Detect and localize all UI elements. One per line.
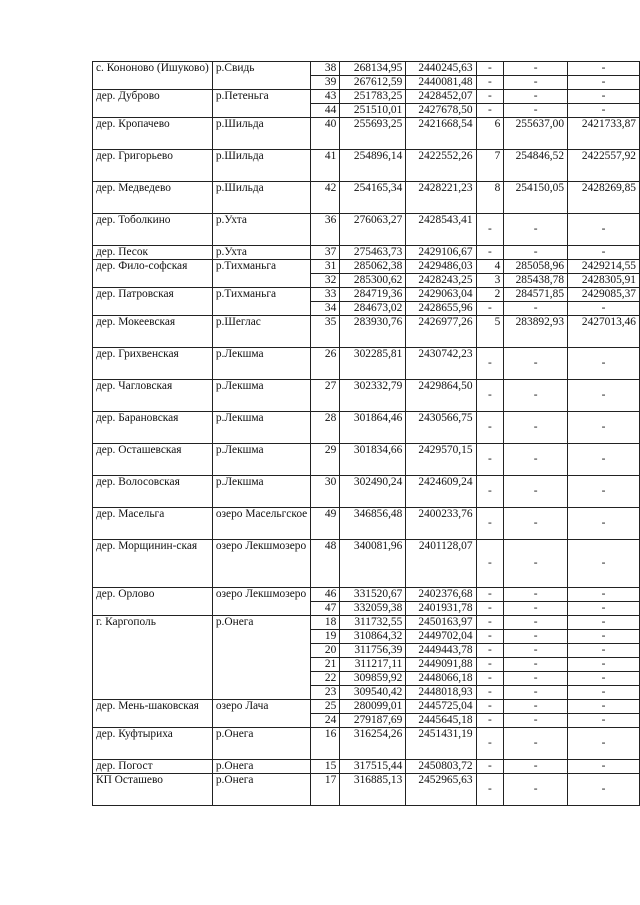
alt-coord-y-cell: - bbox=[568, 444, 640, 476]
coord-x-cell: 317515,44 bbox=[340, 760, 406, 774]
water-body-cell: озеро Масельгское bbox=[212, 508, 310, 540]
alt-coord-y-cell: - bbox=[568, 104, 640, 118]
alt-point-number-cell: - bbox=[476, 62, 504, 76]
point-number-cell: 32 bbox=[311, 274, 340, 288]
point-number-cell: 47 bbox=[311, 602, 340, 616]
settlement-name-cell: дер. Куфтыриха bbox=[93, 728, 213, 760]
alt-coord-x-cell: - bbox=[504, 380, 568, 412]
settlement-name-cell: дер. Медведево bbox=[93, 182, 213, 214]
coord-x-cell: 340081,96 bbox=[340, 540, 406, 588]
alt-coord-x-cell: - bbox=[504, 714, 568, 728]
table-row bbox=[93, 508, 640, 540]
alt-point-number-cell: - bbox=[476, 672, 504, 686]
point-number-cell: 41 bbox=[311, 150, 340, 182]
table-row bbox=[93, 444, 640, 476]
water-body-cell: р.Лекшма bbox=[212, 412, 310, 444]
alt-point-number-cell: - bbox=[476, 444, 504, 476]
alt-point-number-cell: - bbox=[476, 658, 504, 672]
point-number-cell: 17 bbox=[311, 774, 340, 806]
table-row bbox=[93, 246, 640, 260]
water-body-cell: р.Лекшма bbox=[212, 476, 310, 508]
coord-y-cell: 2429486,03 bbox=[406, 260, 476, 274]
point-number-cell: 22 bbox=[311, 672, 340, 686]
alt-coord-y-cell: - bbox=[568, 540, 640, 588]
alt-point-number-cell: - bbox=[476, 214, 504, 246]
alt-coord-x-cell: - bbox=[504, 602, 568, 616]
alt-coord-x-cell: - bbox=[504, 728, 568, 760]
alt-coord-x-cell: 285438,78 bbox=[504, 274, 568, 288]
alt-coord-x-cell: - bbox=[504, 700, 568, 714]
coord-y-cell: 2440081,48 bbox=[406, 76, 476, 90]
coord-y-cell: 2402376,68 bbox=[406, 588, 476, 602]
table-row bbox=[93, 182, 640, 214]
alt-coord-x-cell: - bbox=[504, 90, 568, 104]
point-number-cell: 33 bbox=[311, 288, 340, 302]
alt-point-number-cell: - bbox=[476, 728, 504, 760]
point-number-cell: 48 bbox=[311, 540, 340, 588]
water-body-cell: р.Шеглас bbox=[212, 316, 310, 348]
alt-coord-y-cell: - bbox=[568, 476, 640, 508]
alt-coord-y-cell: 2427013,46 bbox=[568, 316, 640, 348]
coord-x-cell: 316254,26 bbox=[340, 728, 406, 760]
settlement-name-cell: дер. Патровская bbox=[93, 288, 213, 316]
point-number-cell: 37 bbox=[311, 246, 340, 260]
point-number-cell: 40 bbox=[311, 118, 340, 150]
settlement-name-cell: дер. Мокеевская bbox=[93, 316, 213, 348]
point-number-cell: 26 bbox=[311, 348, 340, 380]
alt-point-number-cell: 3 bbox=[476, 274, 504, 288]
alt-point-number-cell: - bbox=[476, 774, 504, 806]
coord-x-cell: 301834,66 bbox=[340, 444, 406, 476]
alt-point-number-cell: - bbox=[476, 540, 504, 588]
coord-x-cell: 310864,32 bbox=[340, 630, 406, 644]
point-number-cell: 38 bbox=[311, 62, 340, 76]
point-number-cell: 21 bbox=[311, 658, 340, 672]
coord-y-cell: 2449443,78 bbox=[406, 644, 476, 658]
alt-coord-y-cell: - bbox=[568, 672, 640, 686]
coord-x-cell: 283930,76 bbox=[340, 316, 406, 348]
alt-coord-y-cell: - bbox=[568, 644, 640, 658]
alt-coord-x-cell: 285058,96 bbox=[504, 260, 568, 274]
alt-coord-x-cell: - bbox=[504, 774, 568, 806]
table-row bbox=[93, 288, 640, 302]
table-row bbox=[93, 348, 640, 380]
coord-y-cell: 2421668,54 bbox=[406, 118, 476, 150]
point-number-cell: 15 bbox=[311, 760, 340, 774]
point-number-cell: 42 bbox=[311, 182, 340, 214]
water-body-cell: озеро Лача bbox=[212, 700, 310, 728]
coord-y-cell: 2440245,63 bbox=[406, 62, 476, 76]
point-number-cell: 30 bbox=[311, 476, 340, 508]
point-number-cell: 43 bbox=[311, 90, 340, 104]
water-body-cell: р.Лекшма bbox=[212, 380, 310, 412]
alt-point-number-cell: - bbox=[476, 686, 504, 700]
alt-point-number-cell: 2 bbox=[476, 288, 504, 302]
coord-x-cell: 251783,25 bbox=[340, 90, 406, 104]
coord-x-cell: 279187,69 bbox=[340, 714, 406, 728]
table-row bbox=[93, 476, 640, 508]
alt-coord-x-cell: - bbox=[504, 760, 568, 774]
alt-coord-x-cell: 284571,85 bbox=[504, 288, 568, 302]
settlement-name-cell: КП Осташево bbox=[93, 774, 213, 806]
alt-coord-y-cell: - bbox=[568, 508, 640, 540]
water-body-cell: р.Ухта bbox=[212, 246, 310, 260]
alt-point-number-cell: - bbox=[476, 588, 504, 602]
coord-x-cell: 309540,42 bbox=[340, 686, 406, 700]
alt-point-number-cell: - bbox=[476, 630, 504, 644]
point-number-cell: 35 bbox=[311, 316, 340, 348]
coord-y-cell: 2428243,25 bbox=[406, 274, 476, 288]
settlement-name-cell: дер. Осташевская bbox=[93, 444, 213, 476]
settlement-name-cell: дер. Морщинин-ская bbox=[93, 540, 213, 588]
coord-x-cell: 267612,59 bbox=[340, 76, 406, 90]
point-number-cell: 20 bbox=[311, 644, 340, 658]
coord-x-cell: 254165,34 bbox=[340, 182, 406, 214]
alt-coord-y-cell: - bbox=[568, 630, 640, 644]
alt-coord-y-cell: - bbox=[568, 774, 640, 806]
alt-coord-x-cell: - bbox=[504, 686, 568, 700]
table-row bbox=[93, 118, 640, 150]
alt-coord-y-cell: - bbox=[568, 302, 640, 316]
alt-point-number-cell: - bbox=[476, 246, 504, 260]
alt-coord-y-cell: - bbox=[568, 588, 640, 602]
alt-point-number-cell: 5 bbox=[476, 316, 504, 348]
coord-y-cell: 2428655,96 bbox=[406, 302, 476, 316]
alt-point-number-cell: - bbox=[476, 476, 504, 508]
alt-coord-x-cell: - bbox=[504, 444, 568, 476]
coord-x-cell: 268134,95 bbox=[340, 62, 406, 76]
coord-x-cell: 332059,38 bbox=[340, 602, 406, 616]
alt-point-number-cell: - bbox=[476, 302, 504, 316]
coord-y-cell: 2445645,18 bbox=[406, 714, 476, 728]
coord-y-cell: 2428452,07 bbox=[406, 90, 476, 104]
point-number-cell: 31 bbox=[311, 260, 340, 274]
alt-coord-y-cell: 2428269,85 bbox=[568, 182, 640, 214]
point-number-cell: 27 bbox=[311, 380, 340, 412]
coord-x-cell: 311732,55 bbox=[340, 616, 406, 630]
coord-y-cell: 2430566,75 bbox=[406, 412, 476, 444]
alt-coord-x-cell: - bbox=[504, 588, 568, 602]
water-body-cell: озеро Лекшмозеро bbox=[212, 540, 310, 588]
coord-x-cell: 302332,79 bbox=[340, 380, 406, 412]
table-row bbox=[93, 412, 640, 444]
alt-coord-x-cell: - bbox=[504, 214, 568, 246]
alt-point-number-cell: 6 bbox=[476, 118, 504, 150]
settlement-name-cell: дер. Песок bbox=[93, 246, 213, 260]
alt-coord-y-cell: - bbox=[568, 616, 640, 630]
coord-x-cell: 316885,13 bbox=[340, 774, 406, 806]
settlement-name-cell: дер. Кропачево bbox=[93, 118, 213, 150]
point-number-cell: 19 bbox=[311, 630, 340, 644]
alt-coord-x-cell: - bbox=[504, 62, 568, 76]
alt-coord-x-cell: - bbox=[504, 412, 568, 444]
settlement-name-cell: дер. Барановская bbox=[93, 412, 213, 444]
settlement-name-cell: дер. Дуброво bbox=[93, 90, 213, 118]
coord-y-cell: 2429106,67 bbox=[406, 246, 476, 260]
water-body-cell: р.Лекшма bbox=[212, 348, 310, 380]
settlement-name-cell: с. Кононово (Ишуково) bbox=[93, 62, 213, 90]
coord-y-cell: 2448066,18 bbox=[406, 672, 476, 686]
coord-x-cell: 346856,48 bbox=[340, 508, 406, 540]
coord-y-cell: 2450163,97 bbox=[406, 616, 476, 630]
coord-x-cell: 284719,36 bbox=[340, 288, 406, 302]
table-body bbox=[93, 62, 640, 806]
coord-y-cell: 2424609,24 bbox=[406, 476, 476, 508]
alt-point-number-cell: - bbox=[476, 714, 504, 728]
coord-y-cell: 2426977,26 bbox=[406, 316, 476, 348]
coord-y-cell: 2448018,93 bbox=[406, 686, 476, 700]
table-row bbox=[93, 616, 640, 630]
point-number-cell: 23 bbox=[311, 686, 340, 700]
alt-point-number-cell: - bbox=[476, 348, 504, 380]
point-number-cell: 34 bbox=[311, 302, 340, 316]
settlement-name-cell: дер. Грихвенская bbox=[93, 348, 213, 380]
settlement-name-cell: дер. Фило-софская bbox=[93, 260, 213, 288]
table-row bbox=[93, 316, 640, 348]
point-number-cell: 16 bbox=[311, 728, 340, 760]
alt-coord-y-cell: - bbox=[568, 214, 640, 246]
settlement-name-cell: дер. Григорьево bbox=[93, 150, 213, 182]
water-body-cell: р.Онега bbox=[212, 774, 310, 806]
alt-coord-x-cell: - bbox=[504, 476, 568, 508]
point-number-cell: 28 bbox=[311, 412, 340, 444]
alt-coord-y-cell: 2429214,55 bbox=[568, 260, 640, 274]
alt-coord-x-cell: - bbox=[504, 104, 568, 118]
alt-point-number-cell: - bbox=[476, 90, 504, 104]
alt-coord-y-cell: - bbox=[568, 348, 640, 380]
table-row bbox=[93, 700, 640, 714]
alt-point-number-cell: - bbox=[476, 412, 504, 444]
coord-x-cell: 331520,67 bbox=[340, 588, 406, 602]
water-body-cell: р.Тихманьга bbox=[212, 260, 310, 288]
coord-x-cell: 302490,24 bbox=[340, 476, 406, 508]
settlement-name-cell: г. Каргополь bbox=[93, 616, 213, 700]
water-body-cell: озеро Лекшмозеро bbox=[212, 588, 310, 616]
alt-coord-x-cell: - bbox=[504, 540, 568, 588]
alt-coord-x-cell: - bbox=[504, 302, 568, 316]
settlement-name-cell: дер. Тоболкино bbox=[93, 214, 213, 246]
alt-coord-y-cell: 2429085,37 bbox=[568, 288, 640, 302]
coord-x-cell: 301864,46 bbox=[340, 412, 406, 444]
alt-point-number-cell: 4 bbox=[476, 260, 504, 274]
coord-x-cell: 255693,25 bbox=[340, 118, 406, 150]
alt-coord-y-cell: - bbox=[568, 714, 640, 728]
table-row bbox=[93, 728, 640, 760]
coord-x-cell: 285062,38 bbox=[340, 260, 406, 274]
settlement-name-cell: дер. Погост bbox=[93, 760, 213, 774]
point-number-cell: 39 bbox=[311, 76, 340, 90]
point-number-cell: 49 bbox=[311, 508, 340, 540]
coord-y-cell: 2429570,15 bbox=[406, 444, 476, 476]
table-row bbox=[93, 774, 640, 806]
coord-y-cell: 2401128,07 bbox=[406, 540, 476, 588]
coord-x-cell: 275463,73 bbox=[340, 246, 406, 260]
settlement-name-cell: дер. Орлово bbox=[93, 588, 213, 616]
settlement-name-cell: дер. Волосовская bbox=[93, 476, 213, 508]
coord-y-cell: 2452965,63 bbox=[406, 774, 476, 806]
water-body-cell: р.Онега bbox=[212, 616, 310, 700]
water-body-cell: р.Свидь bbox=[212, 62, 310, 90]
coord-x-cell: 284673,02 bbox=[340, 302, 406, 316]
alt-coord-y-cell: - bbox=[568, 62, 640, 76]
coord-x-cell: 302285,81 bbox=[340, 348, 406, 380]
water-body-cell: р.Онега bbox=[212, 760, 310, 774]
alt-point-number-cell: - bbox=[476, 76, 504, 90]
alt-coord-x-cell: - bbox=[504, 644, 568, 658]
coord-y-cell: 2401931,78 bbox=[406, 602, 476, 616]
coord-y-cell: 2429864,50 bbox=[406, 380, 476, 412]
point-number-cell: 24 bbox=[311, 714, 340, 728]
alt-coord-y-cell: - bbox=[568, 412, 640, 444]
alt-coord-y-cell: - bbox=[568, 728, 640, 760]
alt-coord-x-cell: - bbox=[504, 630, 568, 644]
coord-x-cell: 309859,92 bbox=[340, 672, 406, 686]
alt-coord-x-cell: - bbox=[504, 76, 568, 90]
settlement-name-cell: дер. Мень-шаковская bbox=[93, 700, 213, 728]
alt-point-number-cell: - bbox=[476, 104, 504, 118]
alt-point-number-cell: - bbox=[476, 644, 504, 658]
alt-coord-x-cell: 255637,00 bbox=[504, 118, 568, 150]
coord-y-cell: 2400233,76 bbox=[406, 508, 476, 540]
point-number-cell: 36 bbox=[311, 214, 340, 246]
water-body-cell: р.Лекшма bbox=[212, 444, 310, 476]
coord-x-cell: 276063,27 bbox=[340, 214, 406, 246]
water-body-cell: р.Петеньга bbox=[212, 90, 310, 118]
alt-coord-y-cell: - bbox=[568, 90, 640, 104]
alt-coord-x-cell: - bbox=[504, 246, 568, 260]
table-row bbox=[93, 540, 640, 588]
alt-coord-y-cell: 2421733,87 bbox=[568, 118, 640, 150]
table-row bbox=[93, 588, 640, 602]
point-number-cell: 44 bbox=[311, 104, 340, 118]
alt-coord-x-cell: - bbox=[504, 348, 568, 380]
coord-x-cell: 311217,11 bbox=[340, 658, 406, 672]
alt-coord-y-cell: 2428305,91 bbox=[568, 274, 640, 288]
alt-point-number-cell: 7 bbox=[476, 150, 504, 182]
coord-y-cell: 2449702,04 bbox=[406, 630, 476, 644]
alt-point-number-cell: 8 bbox=[476, 182, 504, 214]
point-number-cell: 25 bbox=[311, 700, 340, 714]
alt-coord-x-cell: 254150,05 bbox=[504, 182, 568, 214]
coord-y-cell: 2422552,26 bbox=[406, 150, 476, 182]
coord-y-cell: 2430742,23 bbox=[406, 348, 476, 380]
alt-point-number-cell: - bbox=[476, 700, 504, 714]
alt-coord-y-cell: - bbox=[568, 760, 640, 774]
alt-coord-y-cell: - bbox=[568, 700, 640, 714]
alt-coord-x-cell: - bbox=[504, 658, 568, 672]
coordinates-table bbox=[92, 61, 640, 806]
alt-coord-x-cell: - bbox=[504, 508, 568, 540]
table-row bbox=[93, 150, 640, 182]
coord-x-cell: 251510,01 bbox=[340, 104, 406, 118]
alt-coord-y-cell: - bbox=[568, 380, 640, 412]
alt-point-number-cell: - bbox=[476, 508, 504, 540]
coord-y-cell: 2428221,23 bbox=[406, 182, 476, 214]
coord-y-cell: 2427678,50 bbox=[406, 104, 476, 118]
water-body-cell: р.Онега bbox=[212, 728, 310, 760]
table-row bbox=[93, 214, 640, 246]
water-body-cell: р.Шильда bbox=[212, 182, 310, 214]
alt-coord-y-cell: - bbox=[568, 658, 640, 672]
point-number-cell: 29 bbox=[311, 444, 340, 476]
point-number-cell: 18 bbox=[311, 616, 340, 630]
water-body-cell: р.Шильда bbox=[212, 118, 310, 150]
settlement-name-cell: дер. Масельга bbox=[93, 508, 213, 540]
table-row bbox=[93, 760, 640, 774]
alt-coord-y-cell: - bbox=[568, 246, 640, 260]
table-row bbox=[93, 90, 640, 104]
water-body-cell: р.Ухта bbox=[212, 214, 310, 246]
table-row bbox=[93, 260, 640, 274]
table-row bbox=[93, 62, 640, 76]
table-row bbox=[93, 380, 640, 412]
alt-coord-x-cell: 283892,93 bbox=[504, 316, 568, 348]
alt-coord-x-cell: - bbox=[504, 672, 568, 686]
water-body-cell: р.Тихманьга bbox=[212, 288, 310, 316]
alt-point-number-cell: - bbox=[476, 380, 504, 412]
coord-x-cell: 311756,39 bbox=[340, 644, 406, 658]
coord-x-cell: 280099,01 bbox=[340, 700, 406, 714]
alt-point-number-cell: - bbox=[476, 602, 504, 616]
water-body-cell: р.Шильда bbox=[212, 150, 310, 182]
coord-y-cell: 2449091,88 bbox=[406, 658, 476, 672]
alt-coord-y-cell: - bbox=[568, 686, 640, 700]
alt-coord-x-cell: - bbox=[504, 616, 568, 630]
alt-coord-y-cell: 2422557,92 bbox=[568, 150, 640, 182]
coord-x-cell: 285300,62 bbox=[340, 274, 406, 288]
settlement-name-cell: дер. Чагловская bbox=[93, 380, 213, 412]
coord-y-cell: 2450803,72 bbox=[406, 760, 476, 774]
coord-y-cell: 2428543,41 bbox=[406, 214, 476, 246]
alt-coord-y-cell: - bbox=[568, 602, 640, 616]
alt-coord-x-cell: 254846,52 bbox=[504, 150, 568, 182]
alt-coord-y-cell: - bbox=[568, 76, 640, 90]
coord-y-cell: 2429063,04 bbox=[406, 288, 476, 302]
coord-y-cell: 2445725,04 bbox=[406, 700, 476, 714]
point-number-cell: 46 bbox=[311, 588, 340, 602]
coord-x-cell: 254896,14 bbox=[340, 150, 406, 182]
alt-point-number-cell: - bbox=[476, 616, 504, 630]
coord-y-cell: 2451431,19 bbox=[406, 728, 476, 760]
alt-point-number-cell: - bbox=[476, 760, 504, 774]
